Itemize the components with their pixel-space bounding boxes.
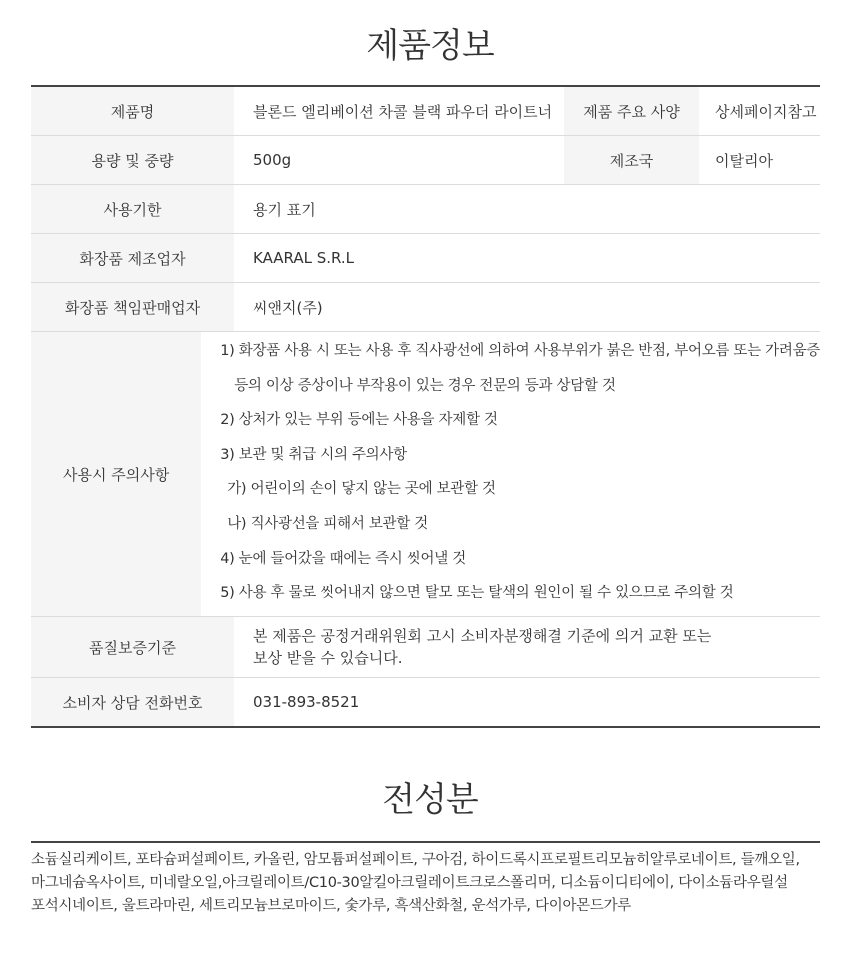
caution-line: 4) 눈에 들어갔을 때에는 즉시 씻어낼 것 — [220, 550, 466, 567]
ingredients-line: 포석시네이트, 울트라마린, 세트리모늄브로마이드, 숯가루, 흑색산화철, 운석가루, 다이아몬드가루 — [31, 898, 631, 914]
capacity-value: 500g — [253, 151, 292, 169]
expiry-value: 용기 표기 — [253, 200, 316, 219]
caution-line: 나) 직사광선을 피해서 보관할 것 — [227, 515, 428, 532]
expiry-label: 사용기한 — [31, 185, 234, 233]
capacity-label: 용량 및 중량 — [31, 136, 234, 184]
ingredients-line: 소듐실리케이트, 포타슘퍼설페이트, 카올린, 암모튬퍼설페이트, 구아검, 하이드록시프로필트리모늄히알루로네이트, 들깨오일, — [31, 852, 800, 868]
table-row — [31, 617, 820, 678]
quality-line: 본 제품은 공정거래위원회 고시 소비자분쟁해결 기준에 의거 교환 또는 — [253, 627, 712, 645]
table-row — [31, 234, 820, 283]
table-row — [31, 136, 820, 185]
ingredients-title: 전성분 — [382, 780, 478, 820]
seller-value: 씨앤지(주) — [253, 298, 323, 317]
ingredients-list — [31, 841, 820, 918]
product-info-table — [31, 85, 820, 728]
name-value: 블론드 엘리베이션 차콜 블랙 파우더 라이트너 — [253, 102, 553, 121]
spec-label: 제품 주요 사양 — [564, 87, 699, 135]
ingredients-line: 마그네슘옥사이트, 미네랄오일,아크릴레이트/C10-30알킬아크릴레이트크로스폴리머, 디소듐이디티에이, 다이소듐라우릴설 — [31, 875, 788, 891]
table-row — [31, 332, 820, 617]
table-row — [31, 283, 820, 332]
caution-line: 가) 어린이의 손이 닿지 않는 곳에 보관할 것 — [227, 481, 496, 498]
spec-value: 상세페이지참고 — [715, 102, 817, 121]
quality-line: 보상 받을 수 있습니다. — [253, 649, 403, 667]
origin-label: 제조국 — [564, 136, 699, 184]
caution-line: 1) 화장품 사용 시 또는 사용 후 직사광선에 의하여 사용부위가 붉은 반점, 부어오름 또는 가려움증 — [220, 343, 820, 359]
product-info-title: 제품정보 — [366, 26, 494, 66]
caution-line: 5) 사용 후 물로 씻어내지 않으면 탈모 또는 탈색의 원인이 될 수 있으므로 주의할 것 — [220, 585, 734, 602]
quality-label: 품질보증기준 — [31, 617, 234, 677]
caution-line: 3) 보관 및 취급 시의 주의사항 — [220, 446, 407, 463]
quality-value — [234, 617, 820, 677]
table-row — [31, 185, 820, 234]
phone-label: 소비자 상담 전화번호 — [31, 678, 234, 726]
caution-line: 2) 상처가 있는 부위 등에는 사용을 자제할 것 — [220, 412, 498, 429]
caution-line: 등의 이상 증상이나 부작용이 있는 경우 전문의 등과 상담할 것 — [234, 377, 616, 394]
caution-label: 사용시 주의사항 — [31, 332, 201, 616]
origin-value: 이탈리아 — [715, 151, 773, 170]
phone-value: 031-893-8521 — [253, 693, 360, 711]
manufacturer-label: 화장품 제조업자 — [31, 234, 234, 282]
manufacturer-value: KAARAL S.R.L — [253, 249, 355, 267]
name-label: 제품명 — [31, 87, 234, 135]
table-row — [31, 87, 820, 136]
table-row — [31, 678, 820, 726]
caution-notes — [201, 332, 820, 616]
seller-label: 화장품 책임판매업자 — [31, 283, 234, 331]
